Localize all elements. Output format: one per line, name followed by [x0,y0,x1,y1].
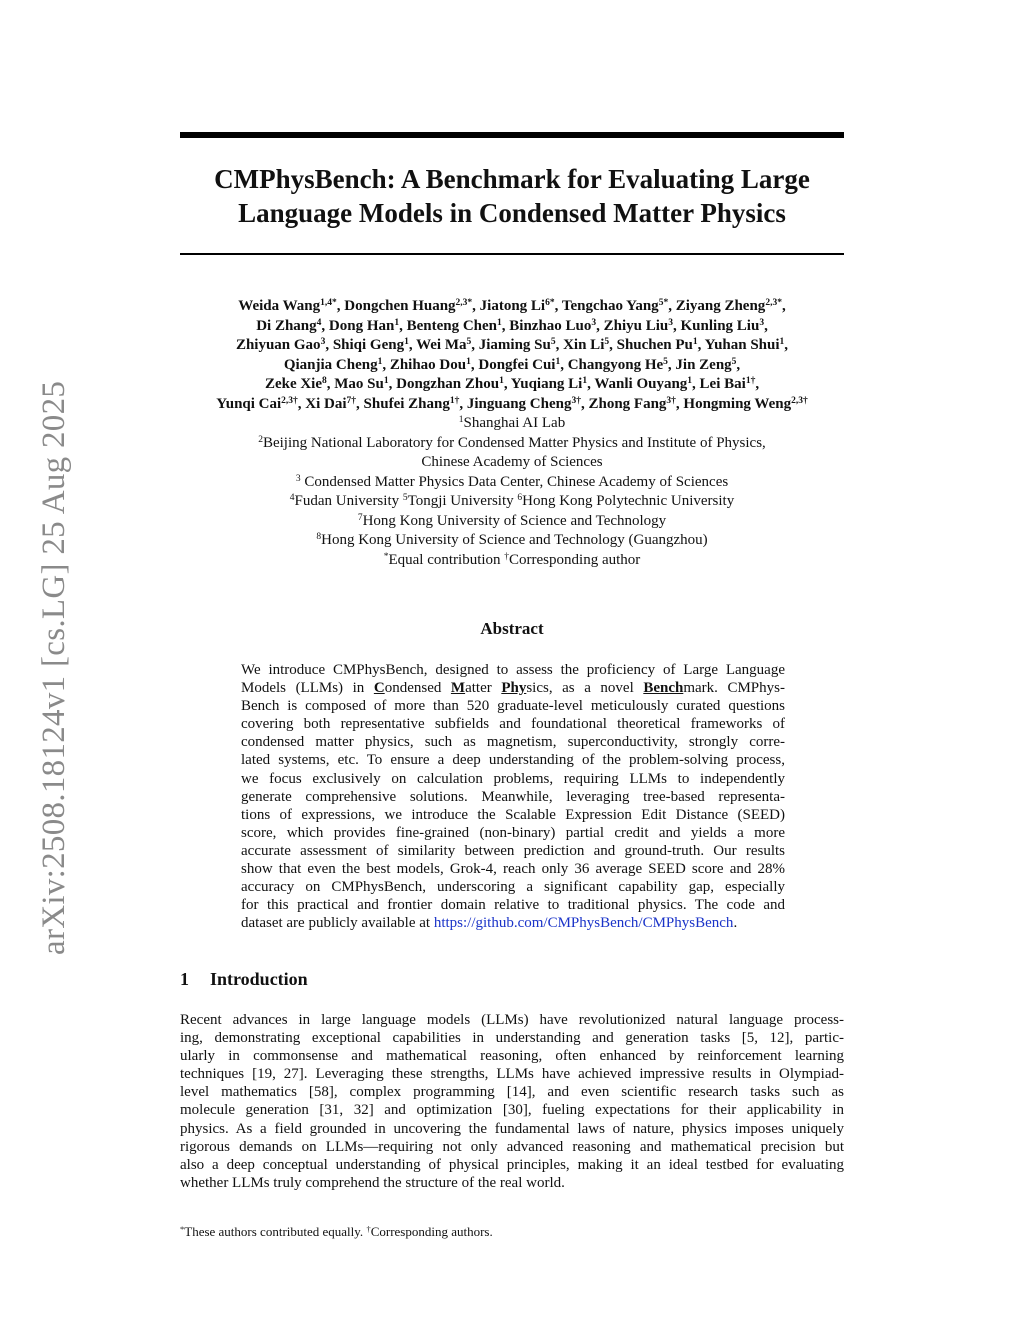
author-separator: , [471,337,479,353]
author-name: Jinguang Cheng [466,395,572,412]
author-separator: , [356,395,364,412]
author-affiliation-mark: 2,3† [281,395,298,406]
author-name: Zhiyu Liu [603,317,669,334]
author-affiliation-mark: 1† [449,395,460,406]
author-name: Dong Han [328,317,395,334]
author-separator: , [668,298,676,314]
author-separator: , [580,395,589,412]
author-line [160,336,864,356]
author-name: Zeke Xie [264,376,323,392]
abstract-line: covering both representative subfields and foundational theoretical frameworks of [241,716,785,733]
author-separator: , [697,337,705,353]
author-affiliation-mark: 6* [545,298,555,308]
affiliation-1: $^1$Shanghai AI Lab [458,415,566,431]
author-name: Dongchen Huang [344,298,456,314]
arxiv-identifier: arXiv:2508.18124v1 [cs.LG] 25 Aug 2025 [36,380,72,955]
author-affiliation-mark: 1 [582,376,588,386]
abstract-line: score, which provides fine-grained (non-binary) partial credit and yields a more [241,824,785,841]
author-name: Kunling Liu [680,317,760,334]
author-affiliation-mark: 5 [663,356,668,367]
author-affiliation-mark: 1,4* [320,298,337,308]
affiliation-2: $^2$Beijing National Laboratory for Condensed Matter Physics and Institute of Physics, [258,434,766,451]
author-separator: , [675,395,684,412]
author-separator: , [784,337,789,353]
author-separator: , [736,356,741,373]
intro-line: molecule generation [31, 32] and optimization [30], fueling expectations for their applicability in [180,1102,844,1119]
author-separator: , [399,317,407,334]
author-line [160,317,864,337]
author-name: Shiqi Geng [332,337,405,353]
author-separator: , [408,337,417,353]
author-name: Jiatong Li [479,298,546,314]
author-affiliation-mark: 2,3* [765,298,782,308]
abstract-line: generate comprehensive solutions. Meanwhile, leveraging tree-based representa- [241,788,785,805]
author-separator: , [388,376,397,392]
abstract-heading: Abstract [480,619,544,638]
author-separator: , [382,356,390,373]
intro-line: techniques [19, 27]. Leveraging these strengths, LLMs have achieved impressive results in Olympiad- [180,1066,844,1083]
author-affiliation-mark: 5 [550,337,556,347]
author-affiliation-mark: 3 [320,337,326,347]
author-name: Changyong He [567,356,664,373]
author-name: Di Zhang [256,317,317,334]
author-affiliation-mark: 1 [394,317,400,328]
author-affiliation-mark: 2,3* [455,298,473,308]
author-name: Dongzhan Zhou [396,376,500,392]
abstract-line: show that even the best models, Grok-4, reach only 36 average SEED score and 28% [241,861,785,878]
author-separator: , [755,376,760,392]
author-separator: , [692,376,700,392]
title-line-1: CMPhysBench: A Benchmark for Evaluating Large [214,164,810,194]
author-affiliation-mark: 2,3† [791,395,808,406]
author-name: Jiaming Su [478,337,551,353]
author-name: Zhong Fang [588,395,667,412]
abstract-line: we focus exclusively on calculation problems, requiring LLMs to independently [241,770,785,787]
abstract-line: We introduce CMPhysBench, designed to assess the proficiency of Large Language [241,662,785,678]
abstract-line: tions of expressions, we introduce the Scalable Expression Edit Distance (SEED) [241,806,785,823]
author-affiliation-mark: 7† [346,395,357,406]
abstract-line: accurate assessment of similarity between prediction and ground-truth. Our results [241,842,785,859]
section-number: 1 [180,969,189,989]
affiliation-8: $^8$Hong Kong University of Science and Technology (Guangzhou) [316,532,708,548]
author-affiliation-mark: 1 [555,356,561,367]
affiliation-list [160,414,864,570]
author-affiliation-mark: 1 [383,376,389,386]
author-separator: , [555,337,564,353]
author-affiliation-mark: 3 [668,317,674,328]
author-line [160,356,864,376]
author-name: Binzhao Luo [509,317,592,334]
author-separator: , [459,395,467,412]
author-name: Xi Dai [305,395,347,412]
author-name: Lei Bai [699,376,746,392]
section-title: Introduction [210,969,308,989]
author-name: Mao Su [334,376,384,392]
author-name: Wanli Ouyang [594,376,688,392]
author-affiliation-mark: 4 [316,317,322,328]
author-separator: , [297,395,306,412]
abstract-line: for this practical and frontier domain relative to traditional physics. The code and [241,897,785,914]
author-name: Yunqi Cai [216,395,282,412]
author-name: Shuchen Pu [616,337,693,353]
author-name: Wei Ma [416,337,467,353]
intro-line: physics. As a field grounded in uncovering the fundamental laws of nature, physics imposes uniquely [180,1120,844,1137]
introduction-body [180,1011,844,1192]
abstract-line: dataset are publicly available at https://github.com/CMPhysBench/CMPhysBench. [241,915,738,932]
abstract-line: accuracy on CMPhysBench, underscoring a significant capability gap, especially [241,879,785,896]
abstract-line: condensed matter physics, such as magnetism, superconductivity, strongly corre- [241,734,785,751]
author-separator: , [503,376,511,392]
author-name: Weida Wang [238,298,321,314]
author-affiliation-mark: 1 [497,317,502,328]
author-name: Yuhan Shui [704,337,780,353]
author-affiliation-mark: 5 [731,356,737,367]
author-affiliation-mark: 1 [404,337,409,347]
author-name: Ziyang Zheng [675,298,766,314]
author-separator: , [470,356,479,373]
author-separator: , [587,376,595,392]
contribution-note: *Equal contribution †Corresponding author [383,551,641,568]
paper-title [180,162,844,230]
author-name: Yuqiang Li [510,376,583,392]
author-separator: , [781,298,786,314]
abstract-body [241,661,785,932]
author-separator: , [764,317,768,334]
author-name: Qianjia Cheng [283,356,378,373]
footnote: *These authors contributed equally. †Corresponding authors. [180,1224,493,1239]
intro-line: ing, demonstrating exceptional capabilities in understanding and generation tasks [5, 12], partic- [180,1030,844,1047]
affiliation-2-cont: Chinese Academy of Sciences [421,454,603,470]
author-name: Zhiyuan Gao [235,337,321,353]
author-separator: , [326,376,335,392]
author-name: Benteng Chen [406,317,498,334]
author-separator: , [560,356,568,373]
author-line [160,375,864,395]
author-affiliation-mark: 1 [779,337,785,347]
author-affiliation-mark: 1 [692,337,698,347]
author-line [160,395,864,415]
author-separator: , [596,317,604,334]
intro-line: level mathematics [58], complex programming [14], and even scientific research tasks such as [180,1084,844,1101]
author-affiliation-mark: 5 [466,337,472,347]
title-bottom-rule [180,253,844,255]
author-name: Dongfei Cui [478,356,556,373]
author-name: Jin Zeng [675,356,732,373]
title-line-2: Language Models in Condensed Matter Physics [238,198,786,228]
author-name: Zhihao Dou [389,356,467,373]
section-heading-introduction [180,969,308,990]
title-top-rule [180,132,844,138]
author-name: Xin Li [563,337,605,353]
author-affiliation-mark: 3 [591,317,597,328]
author-affiliation-mark: 3 [759,317,765,328]
author-affiliation-mark: 5 [604,337,610,347]
author-affiliation-mark: 1 [466,356,471,367]
author-affiliation-mark: 3† [666,395,676,406]
intro-line: Recent advances in large language models (LLMs) have revolutionized natural language process- [180,1012,844,1028]
author-affiliation-mark: 3† [571,395,581,406]
abstract-line: Models (LLMs) in Condensed Matter Physics, as a novel Benchmark. CMPhys- [241,680,785,697]
author-affiliation-mark: 1 [687,376,693,386]
github-link[interactable]: https://github.com/CMPhysBench/CMPhysBench [433,915,734,932]
intro-line: whether LLMs truly comprehend the structure of the real world. [180,1174,565,1191]
intro-line: also a deep conceptual understanding of physical principles, making it an ideal testbed for evaluating [180,1156,844,1173]
author-separator: , [667,356,676,373]
abstract-line: lated systems, etc. To ensure a deep understanding of the problem-solving process, [241,752,785,769]
author-affiliation-mark: 1 [377,356,383,367]
author-affiliation-mark: 5* [658,298,669,308]
author-separator: , [501,317,510,334]
affiliation-4-5-6: $^4$Fudan University $^5$Tongji University $^6$Hong Kong Polytechnic University [289,493,735,509]
abstract-line: Bench is composed of more than 520 graduate-level meticulously curated questions [241,698,785,715]
author-separator: , [325,337,333,353]
author-name: Tengchao Yang [561,298,659,314]
affiliation-3: $^3$ Condensed Matter Physics Data Center, Chinese Academy of Sciences [295,473,729,490]
author-affiliation-mark: 1 [499,376,504,386]
author-affiliation-mark: 8 [322,376,327,386]
author-list [160,297,864,414]
intro-line: rigorous demands on LLMs—requiring not only advanced reasoning and mathematical precision but [180,1138,844,1155]
author-name: Hongming Weng [683,395,792,412]
author-separator: , [554,298,562,314]
author-separator: , [673,317,681,334]
author-name: Shufei Zhang [363,395,450,412]
author-line [160,297,864,317]
author-separator: , [609,337,617,353]
intro-line: ularly in commonsense and mathematical reasoning, often enhanced by reinforcement learning [180,1048,844,1065]
affiliation-7: $^7$Hong Kong University of Science and Technology [357,512,667,529]
author-separator: , [472,298,480,314]
author-affiliation-mark: 1† [745,376,756,386]
author-separator: , [336,298,345,314]
author-block [160,297,864,570]
author-separator: , [321,317,329,334]
